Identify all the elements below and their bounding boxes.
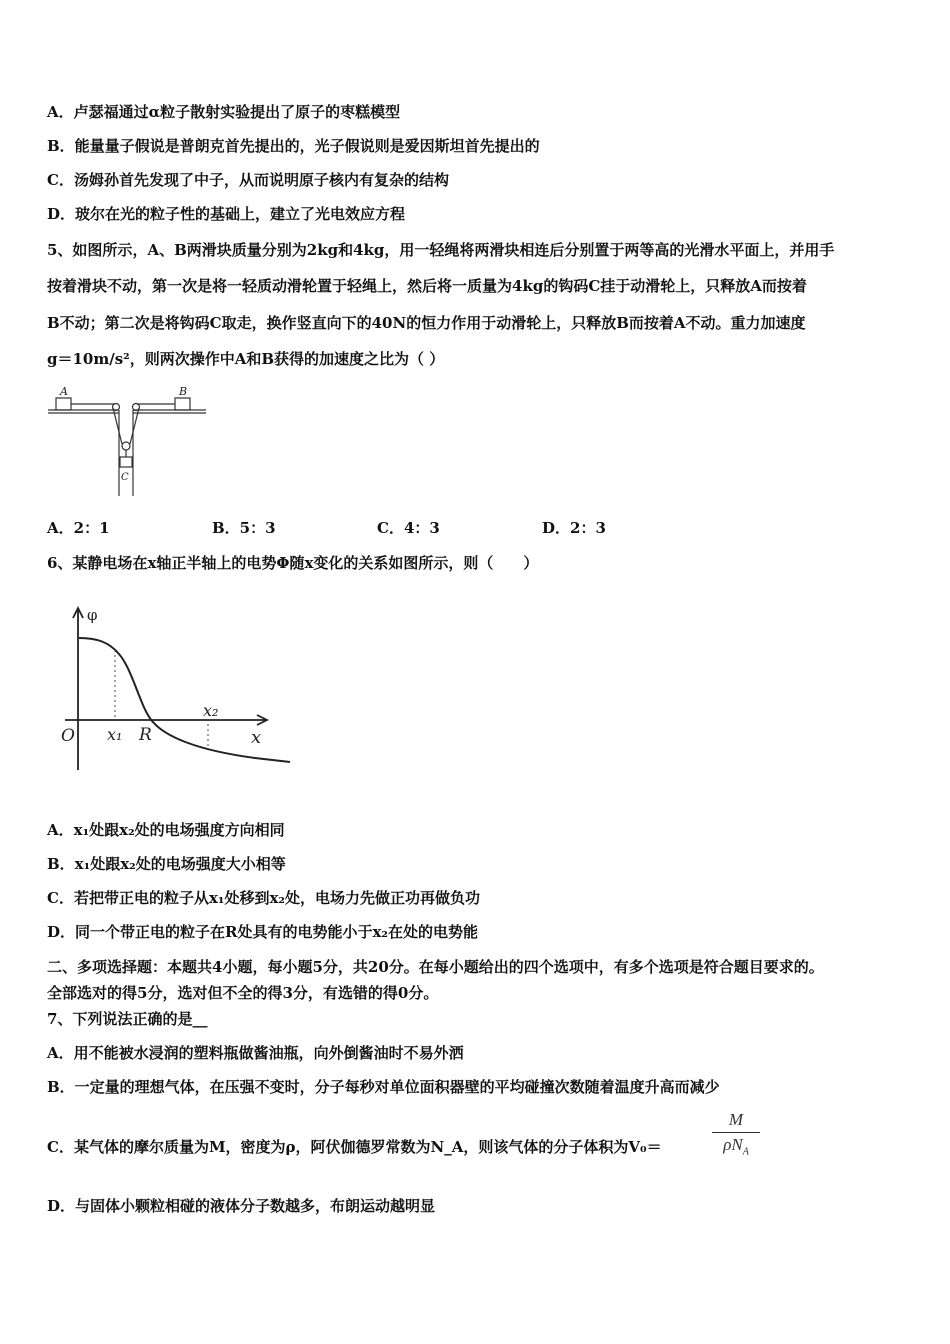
q5-label-a: A: [60, 385, 68, 398]
q5-label-c: C: [121, 472, 129, 483]
q4-option-c: C．汤姆孙首先发现了中子，从而说明原子核内有复杂的结构: [47, 171, 449, 189]
q4-option-b: B．能量量子假说是普朗克首先提出的，光子假说则是爱因斯坦首先提出的: [47, 137, 540, 155]
q5-stem-line4: g＝10m/s²，则两次操作中A和B获得的加速度之比为（ ）: [47, 350, 445, 368]
q6-label-x: x: [251, 727, 262, 748]
q6-potential-graph: [55, 598, 305, 778]
q6-label-origin: O: [61, 726, 75, 746]
q6-option-d: D．同一个带正电的粒子在R处具有的电势能小于x₂在处的电势能: [47, 923, 478, 941]
q6-label-x2: x₂: [203, 701, 219, 720]
formula-denominator: $\rho N_A$: [723, 1135, 749, 1158]
formula-numerator: M: [728, 1110, 744, 1129]
q7-volume-formula: [712, 1110, 760, 1162]
q7-stem: 7、下列说法正确的是__: [47, 1010, 208, 1028]
q5-stem-line2: 按着滑块不动，第一次是将一轻质动滑轮置于轻绳上，然后将一质量为4kg的钩码C挂于动滑轮上，只释放A而按着: [47, 277, 807, 295]
q5-pulley-figure: [44, 380, 214, 502]
q7-option-c: C．某气体的摩尔质量为M，密度为ρ，阿伏伽德罗常数为N_A，则该气体的分子体积为V₀＝: [47, 1138, 662, 1156]
q5-label-b: B: [179, 385, 188, 398]
q7-option-a: A．用不能被水浸润的塑料瓶做酱油瓶，向外倒酱油时不易外洒: [47, 1044, 464, 1062]
q6-stem: 6、某静电场在x轴正半轴上的电势Φ随x变化的关系如图所示，则（ ）: [47, 554, 539, 572]
q4-option-d: D．玻尔在光的粒子性的基础上，建立了光电效应方程: [47, 205, 406, 223]
q6-option-c: C．若把带正电的粒子从x₁处移到x₂处，电场力先做正功再做负功: [47, 889, 480, 907]
q5-option-d: D．2：3: [542, 519, 606, 537]
q6-option-b: B．x₁处跟x₂处的电场强度大小相等: [47, 855, 286, 873]
q7-option-b: B．一定量的理想气体，在压强不变时，分子每秒对单位面积器壁的平均碰撞次数随着温度升高而减少: [47, 1078, 720, 1096]
q5-stem-line3: B不动；第二次是将钩码C取走，换作竖直向下的40N的恒力作用于动滑轮上，只释放B而按着A不动。重力加速度: [47, 314, 806, 332]
q6-label-phi: φ: [87, 606, 98, 624]
q6-option-a: A．x₁处跟x₂处的电场强度方向相同: [47, 821, 285, 839]
q5-stem-line1: 5、如图所示，A、B两滑块质量分别为2kg和4kg，用一轻绳将两滑块相连后分别置于两等高的光滑水平面上，并用手: [47, 241, 835, 259]
q6-label-r: R: [139, 725, 152, 745]
q6-label-x1: x₁: [107, 725, 123, 744]
q7-option-d: D．与固体小颗粒相碰的液体分子数越多，布朗运动越明显: [47, 1197, 436, 1215]
section2-heading-line1: 二、多项选择题：本题共4小题，每小题5分，共20分。在每小题给出的四个选项中，有多个选项是符合题目要求的。: [47, 958, 824, 976]
section2-heading-line2: 全部选对的得5分，选对但不全的得3分，有选错的得0分。: [47, 984, 439, 1002]
q5-option-b: B．5：3: [212, 519, 276, 537]
q5-option-a: A．2：1: [47, 519, 110, 537]
q4-option-a: A．卢瑟福通过α粒子散射实验提出了原子的枣糕模型: [47, 103, 401, 121]
q5-option-c: C．4：3: [377, 519, 440, 537]
